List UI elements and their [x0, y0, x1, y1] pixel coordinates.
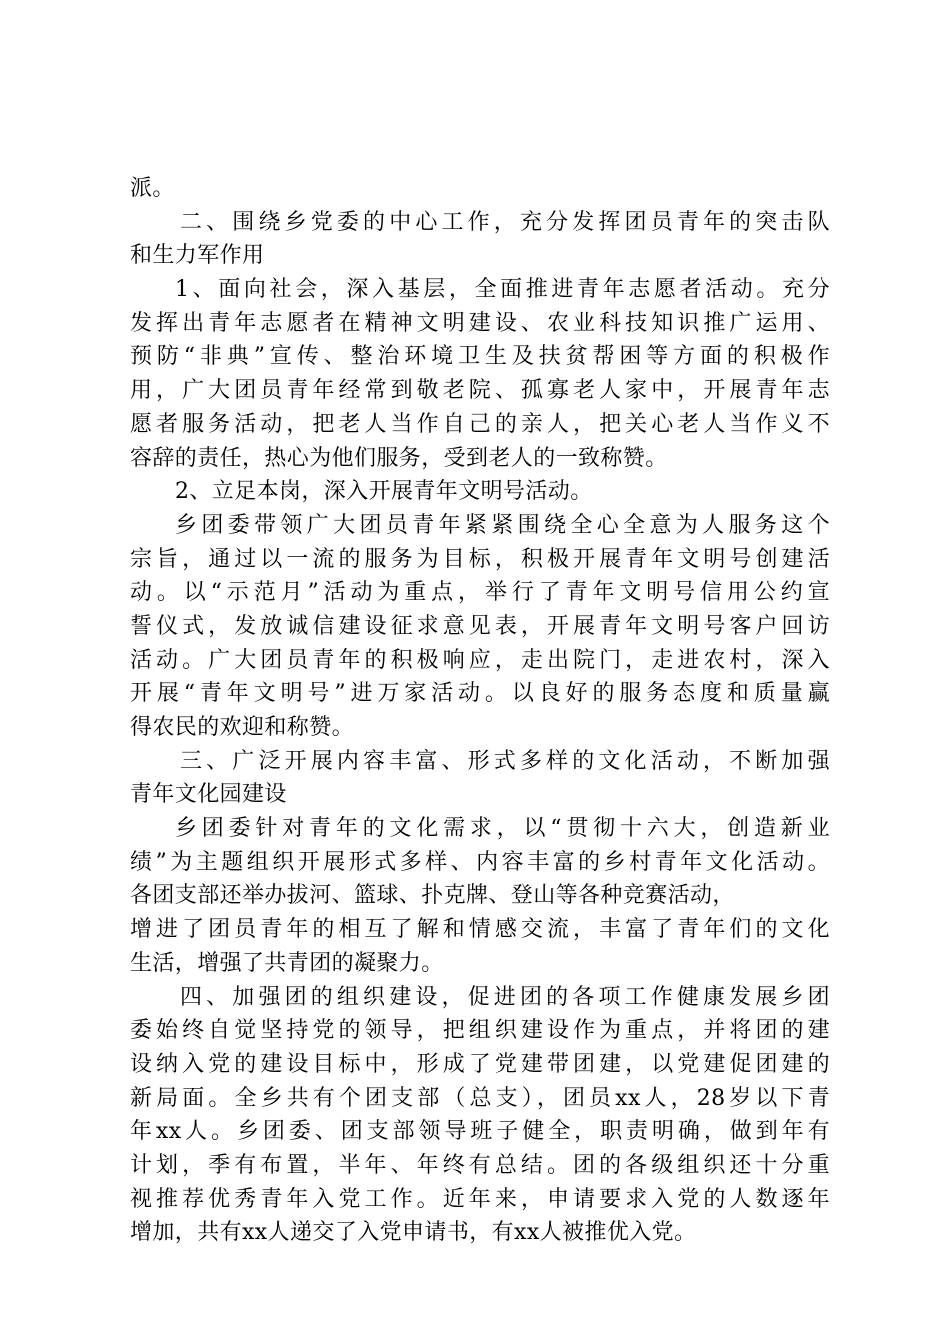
text-line: 绩”为主题组织开展形式多样、内容丰富的乡村青年文化活动。 — [130, 849, 830, 875]
text-line: 预防“非典”宣传、整治环境卫生及扶贫帮困等方面的积极作 — [130, 344, 830, 370]
text-line: 宗旨，通过以一流的服务为目标，积极开展青年文明号创建活 — [130, 546, 830, 572]
section-heading-continued: 和生力军作用 — [130, 243, 265, 269]
text-line: 开展“青年文明号”进万家活动。以良好的服务态度和质量赢 — [130, 681, 830, 707]
text-line: 容辞的责任，热心为他们服务，受到老人的一致称赞。 — [130, 445, 668, 471]
section-heading: 三、广泛开展内容丰富、形式多样的文化活动，不断加强 — [180, 748, 830, 774]
text-line: 1、面向社会，深入基层，全面推进青年志愿者活动。充分 — [175, 277, 830, 303]
text-line: 新局面。全乡共有个团支部（总支），团员xx人，28岁以下青 — [130, 1085, 830, 1111]
section-heading: 四、加强团的组织建设，促进团的各项工作健康发展乡团 — [180, 984, 830, 1010]
text-line: 视推荐优秀青年入党工作。近年来，申请要求入党的人数逐年 — [130, 1186, 830, 1212]
text-line: 誓仪式，发放诚信建设征求意见表，开展青年文明号客户回访 — [130, 613, 830, 639]
section-heading-continued: 青年文化园建设 — [130, 782, 287, 808]
text-line: 派。 — [130, 176, 175, 201]
text-line: 年xx人。乡团委、团支部领导班子健全，职责明确，做到年有 — [130, 1119, 830, 1145]
document-body — [130, 172, 830, 1250]
text-line: 各团支部还举办拔河、篮球、扑克牌、登山等各种竞赛活动， — [130, 883, 735, 909]
text-line: 得农民的欢迎和称赞。 — [130, 715, 355, 740]
text-line: 委始终自觉坚持党的领导，把组织建设作为重点，并将团的建 — [130, 1018, 830, 1044]
text-line: 乡团委带领广大团员青年紧紧围绕全心全意为人服务这个 — [175, 512, 830, 538]
text-line: 设纳入党的建设目标中，形成了党建带团建，以党建促团建的 — [130, 1051, 830, 1077]
text-line: 发挥出青年志愿者在精神文明建设、农业科技知识推广运用、 — [130, 310, 830, 336]
text-line: 活动。广大团员青年的积极响应，走出院门，走进农村，深入 — [130, 647, 830, 673]
text-line: 动。以“示范月”活动为重点，举行了青年文明号信用公约宣 — [130, 580, 830, 606]
text-line: 2、立足本岗，深入开展青年文明号活动。 — [175, 479, 593, 505]
section-heading: 二、围绕乡党委的中心工作，充分发挥团员青年的突击队 — [180, 209, 830, 235]
text-line: 愿者服务活动，把老人当作自己的亲人，把关心老人当作义不 — [130, 411, 830, 437]
text-line: 增进了团员青年的相互了解和情感交流，丰富了青年们的文化 — [130, 917, 830, 943]
text-line: 乡团委针对青年的文化需求，以“贯彻十六大，创造新业 — [175, 816, 830, 842]
text-line: 增加，共有xx人递交了入党申请书，有xx人被推优入党。 — [130, 1220, 697, 1246]
text-line: 用，广大团员青年经常到敬老院、孤寡老人家中，开展青年志 — [130, 378, 830, 404]
text-line: 生活，增强了共青团的凝聚力。 — [130, 950, 444, 976]
text-line: 计划，季有布置，半年、年终有总结。团的各级组织还十分重 — [130, 1152, 830, 1178]
